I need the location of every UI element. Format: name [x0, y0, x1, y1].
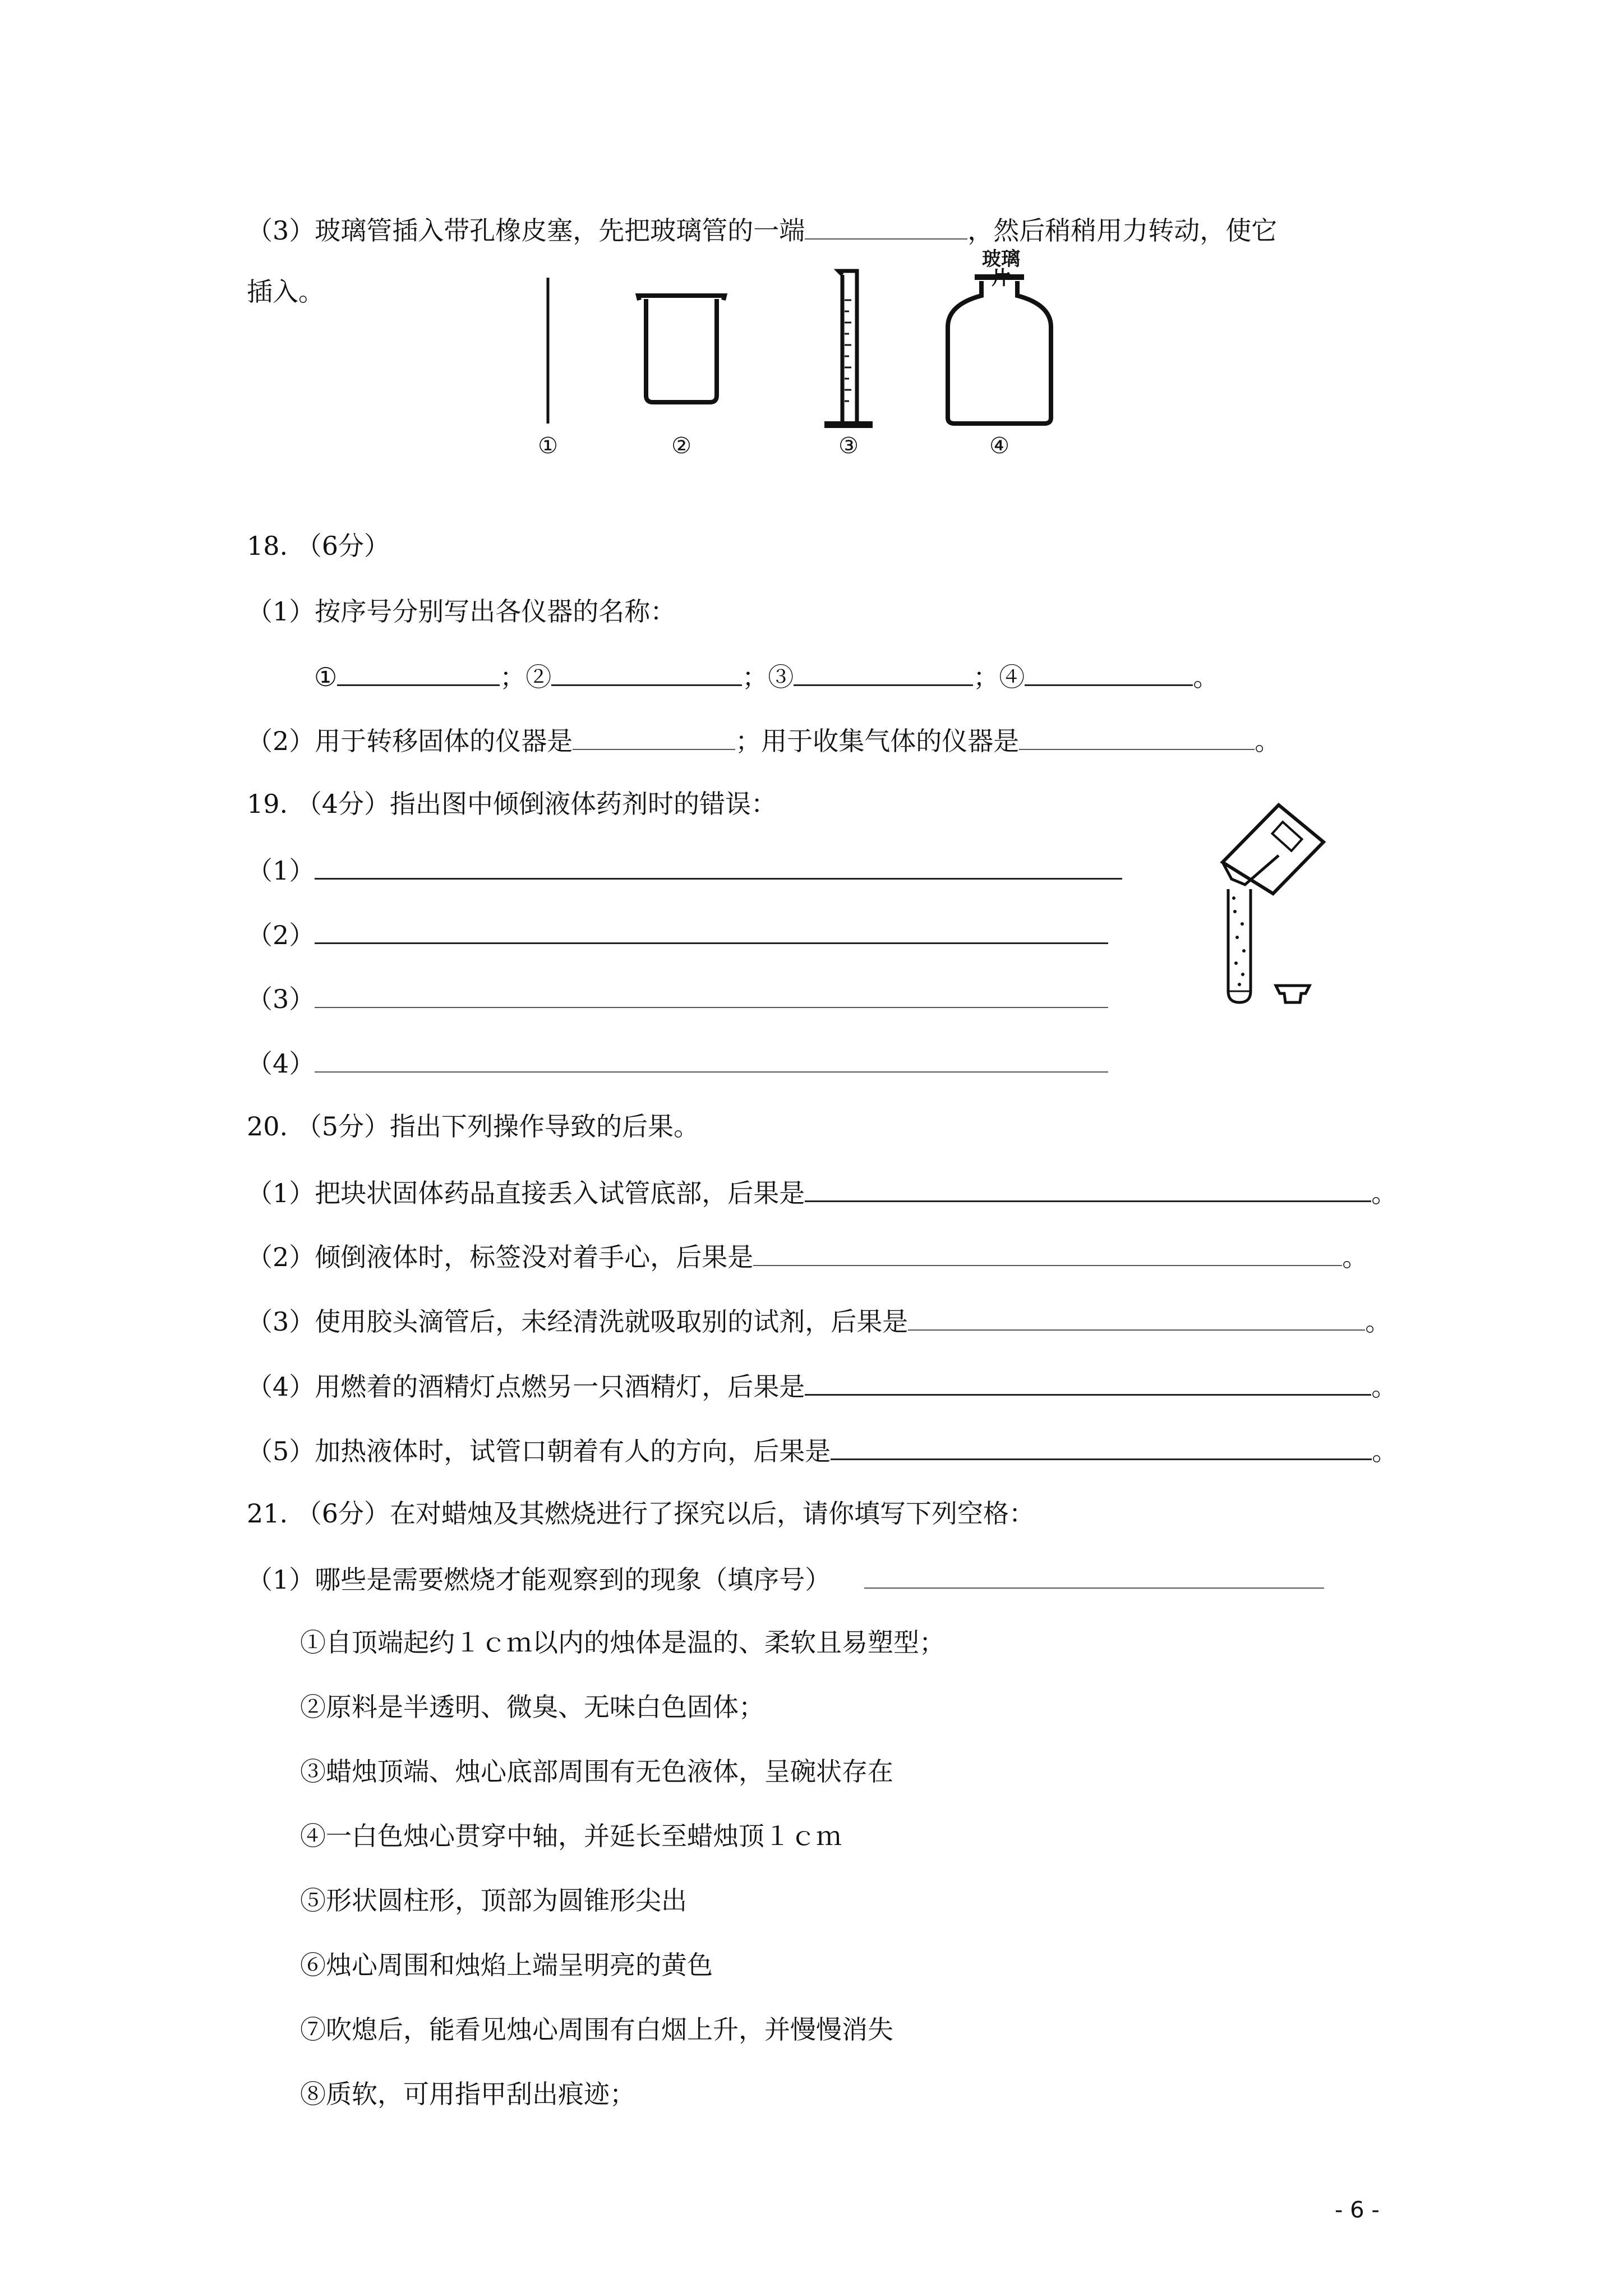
q19-item-1 — [247, 855, 1122, 884]
q17-item3-cont: 插入。 — [247, 277, 324, 307]
q21-option-3: ③蜡烛顶端、烛心底部周围有无色液体，呈碗状存在 — [300, 1756, 893, 1787]
q19-item-3-label: （3） — [247, 984, 315, 1014]
q20-item-1-text: （1）把块状固体药品直接丢入试管底部，后果是 — [247, 1178, 805, 1208]
figure-label-3: ③ — [838, 433, 859, 459]
q20-item-4 — [247, 1372, 1397, 1400]
q20-item-4-text: （4）用燃着的酒精灯点燃另一只酒精灯，后果是 — [247, 1372, 805, 1402]
q21-option-5: ⑤形状圆柱形，顶部为圆锥形尖出 — [300, 1885, 687, 1916]
q19-item-2-label: （2） — [247, 920, 315, 950]
figure-label-1: ① — [538, 433, 558, 459]
q18-part1: （1）按序号分别写出各仪器的名称： — [247, 596, 676, 627]
q20-item-5-text: （5）加热液体时，试管口朝着有人的方向，后果是 — [247, 1436, 831, 1466]
q18-blank-5[interactable] — [573, 726, 735, 750]
q18-blank-1[interactable] — [337, 662, 500, 686]
q20-item-3-text: （3）使用胶头滴管后，未经清洗就吸取别的试剂，后果是 — [247, 1306, 909, 1337]
q20-item-5 — [247, 1436, 1398, 1464]
q20-item-1-end: 。 — [1371, 1178, 1398, 1208]
q18-label-1: ① — [314, 662, 338, 692]
q18-title: 18. （6分） — [247, 531, 390, 561]
beaker-icon — [638, 296, 725, 402]
q18-label-2: ；② — [500, 662, 552, 692]
q21-option-1: ①自顶端起约１ｃｍ以内的烛体是温的、柔软且易塑型； — [300, 1627, 945, 1658]
q19-blank-1[interactable] — [315, 855, 1122, 880]
q18-label-3: ；③ — [742, 662, 794, 692]
q17-item3 — [247, 215, 1278, 246]
q20-blank-4[interactable] — [805, 1372, 1371, 1396]
q20-blank-3[interactable] — [908, 1307, 1365, 1331]
q20-blank-2[interactable] — [753, 1243, 1342, 1266]
reagent-bottle-icon — [1223, 805, 1324, 894]
q20-blank-5[interactable] — [831, 1436, 1372, 1460]
q18-blanks-row — [314, 662, 1219, 690]
q20-item-1 — [247, 1178, 1397, 1206]
q18-blank-2[interactable] — [551, 662, 742, 686]
q20-item-2-end: 。 — [1342, 1242, 1368, 1272]
figure-label-2: ② — [671, 433, 691, 459]
q18-part2-a: （2）用于转移固体的仪器是 — [247, 726, 573, 756]
q21-part1 — [247, 1565, 1324, 1593]
q21-option-8: ⑧质软，可用指甲刮出痕迹； — [300, 2079, 635, 2109]
q18-end: 。 — [1193, 662, 1219, 692]
q18-part2-c: 。 — [1255, 726, 1281, 756]
q18-blank-6[interactable] — [1019, 726, 1255, 750]
q19-item-1-label: （1） — [247, 855, 315, 886]
bottle-stopper-icon — [1276, 986, 1310, 1002]
q21-title: 21. （6分）在对蜡烛及其燃烧进行了探究以后，请你填写下列空格： — [247, 1498, 1035, 1529]
graduated-cylinder-icon — [824, 271, 873, 428]
q21-option-4: ④一白色烛心贯穿中轴，并延长至蜡烛顶１ｃｍ — [300, 1821, 842, 1851]
q20-title: 20. （5分）指出下列操作导致的后果。 — [247, 1111, 700, 1142]
pouring-figure — [1211, 794, 1335, 1007]
q18-part2 — [247, 726, 1280, 754]
q20-blank-1[interactable] — [805, 1178, 1371, 1202]
q20-item-2 — [247, 1243, 1368, 1270]
q19-item-4 — [247, 1048, 1108, 1079]
q21-part1-text: （1）哪些是需要燃烧才能观察到的现象（填序号） — [247, 1565, 831, 1595]
q18-label-4: ；④ — [973, 662, 1025, 692]
q21-blank-1[interactable] — [864, 1565, 1324, 1589]
pouring-svg — [1211, 794, 1335, 1007]
q18-blank-3[interactable] — [794, 662, 973, 686]
q21-option-7: ⑦吹熄后，能看见烛心周围有白烟上升，并慢慢消失 — [300, 2014, 893, 2045]
q19-blank-3[interactable] — [315, 984, 1108, 1008]
q19-item-4-label: （4） — [247, 1048, 315, 1079]
q19-blank-4[interactable] — [315, 1049, 1108, 1073]
q20-item-3 — [247, 1307, 1391, 1335]
q18-blank-4[interactable] — [1025, 662, 1193, 686]
q17-item3-suffix: ，然后稍稍用力转动，使它 — [967, 215, 1278, 246]
q21-option-6: ⑥烛心周围和烛焰上端呈明亮的黄色 — [300, 1950, 713, 1980]
q19-title: 19. （4分）指出图中倾倒液体药剂时的错误： — [247, 789, 777, 819]
figure-label-4: ④ — [989, 433, 1009, 459]
q19-item-2 — [247, 920, 1108, 948]
q17-item3-prefix: （3）玻璃管插入带孔橡皮塞，先把玻璃管的一端 — [247, 215, 805, 246]
instruments-figure — [527, 248, 1122, 468]
q20-item-5-end: 。 — [1372, 1436, 1398, 1466]
q19-blank-2[interactable] — [315, 920, 1108, 944]
q20-item-2-text: （2）倾倒液体时，标签没对着手心，后果是 — [247, 1242, 754, 1272]
q21-option-2: ②原料是半透明、微臭、无味白色固体； — [300, 1692, 764, 1722]
q18-part2-b: ；用于收集气体的仪器是 — [735, 726, 1020, 756]
test-tube-icon — [1228, 889, 1251, 1002]
page-number: - 6 - — [1335, 2197, 1380, 2223]
q20-item-4-end: 。 — [1371, 1372, 1398, 1402]
q20-item-3-end: 。 — [1365, 1306, 1391, 1337]
q19-item-3 — [247, 984, 1108, 1012]
q17-item3-blank[interactable] — [805, 216, 967, 240]
instruments-svg — [527, 255, 1122, 468]
glass-plate-label: 玻璃片 — [982, 248, 1020, 289]
gas-bottle-icon — [948, 274, 1051, 424]
